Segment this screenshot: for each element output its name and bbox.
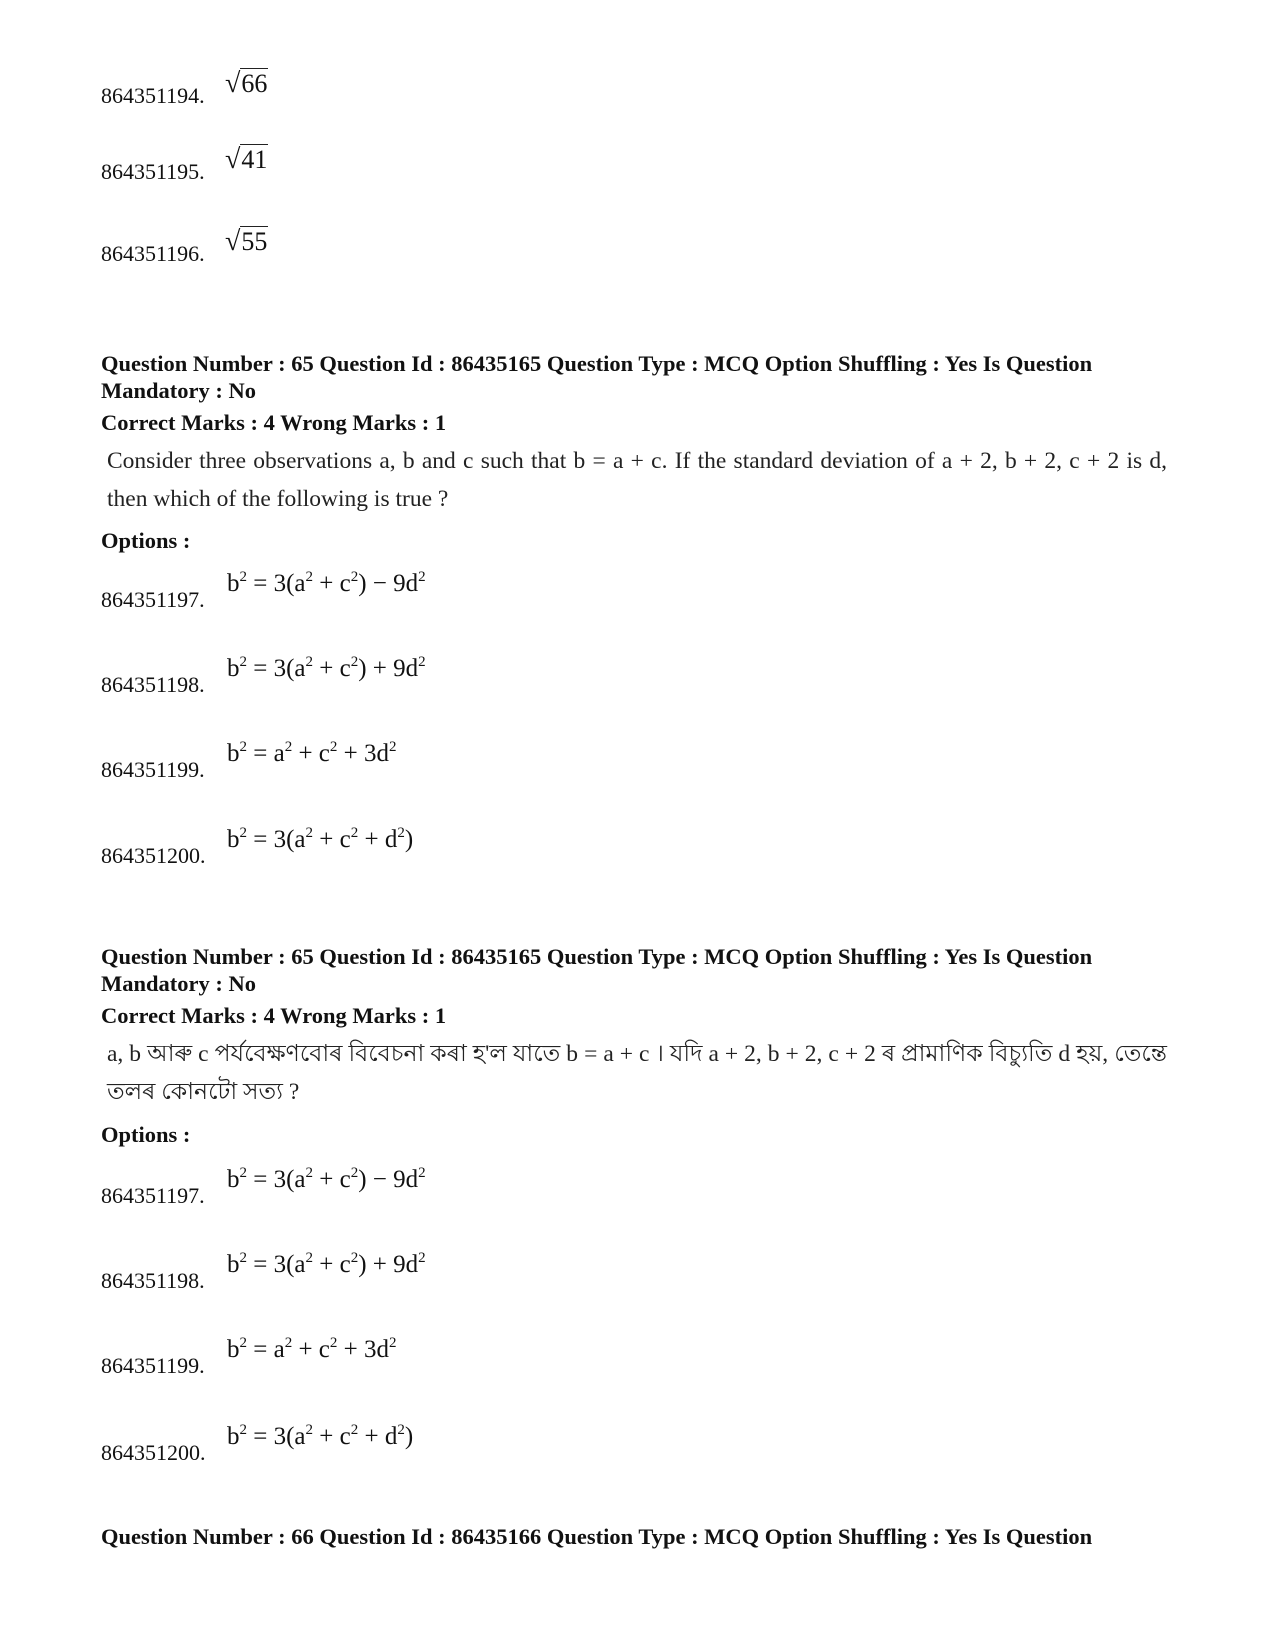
option-id: 864351199.: [101, 757, 205, 782]
option-id: 864351200.: [101, 1440, 206, 1465]
option-value: √55: [225, 226, 268, 257]
option-value: $b^2 = 3(a^2 + c^2) - 9d^2$: [227, 1165, 426, 1193]
question-marks: Correct Marks : 4 Wrong Marks : 1: [101, 410, 447, 435]
question-text: Consider three observations a, b and c such that b = a + c. If the standard deviation of a + 2, b + 2, c + 2 is d, then which of the following is true ?: [107, 448, 1167, 512]
option-id: 864351198.: [101, 672, 205, 697]
option-id: 864351196.: [101, 241, 205, 266]
radicand: 55: [241, 227, 268, 256]
option-id: 864351199.: [101, 1353, 205, 1378]
radicand: 66: [241, 69, 268, 98]
question-marks: Correct Marks : 4 Wrong Marks : 1: [101, 1003, 447, 1028]
option-value: $b^2 = 3(a^2 + c^2 + d^2)$: [227, 825, 414, 853]
option-value: $b^2 = a^2 + c^2 + 3d^2$: [227, 1335, 397, 1363]
option-value: $b^2 = a^2 + c^2 + 3d^2$: [227, 739, 397, 767]
option-id: 864351197.: [101, 1183, 205, 1208]
option-id: 864351194.: [101, 83, 205, 108]
radicand: 41: [241, 145, 268, 174]
option-id: 864351195.: [101, 159, 205, 184]
question-header: Question Number : 65 Question Id : 86435165 Question Type : MCQ Option Shuffling : Yes Is Question Mandatory : No: [101, 944, 1093, 996]
option-value: √41: [225, 144, 268, 175]
options-label: Options :: [101, 528, 191, 553]
option-value: $b^2 = 3(a^2 + c^2) + 9d^2$: [227, 654, 426, 682]
option-value: $b^2 = 3(a^2 + c^2 + d^2)$: [227, 1422, 414, 1450]
option-value: √66: [225, 68, 268, 99]
options-label: Options :: [101, 1122, 191, 1147]
option-value: $b^2 = 3(a^2 + c^2) - 9d^2$: [227, 569, 426, 597]
question-header: Question Number : 66 Question Id : 86435166 Question Type : MCQ Option Shuffling : Yes Is Question: [101, 1524, 1093, 1549]
option-id: 864351198.: [101, 1268, 205, 1293]
option-id: 864351197.: [101, 587, 205, 612]
option-id: 864351200.: [101, 843, 206, 868]
option-value: $b^2 = 3(a^2 + c^2) + 9d^2$: [227, 1250, 426, 1278]
question-header: Question Number : 65 Question Id : 86435165 Question Type : MCQ Option Shuffling : Yes Is Question Mandatory : No: [101, 351, 1093, 403]
question-text: a, b আৰু c পৰ্যবেক্ষণবোৰ বিবেচনা কৰা হ'ল যাতে b = a + c । যদি a + 2, b + 2, c + 2 ৰ প্ৰামাণিক বিচ্যুতি d হয়, তেন্তে তলৰ কোনটো সত্য ?: [107, 1041, 1167, 1105]
